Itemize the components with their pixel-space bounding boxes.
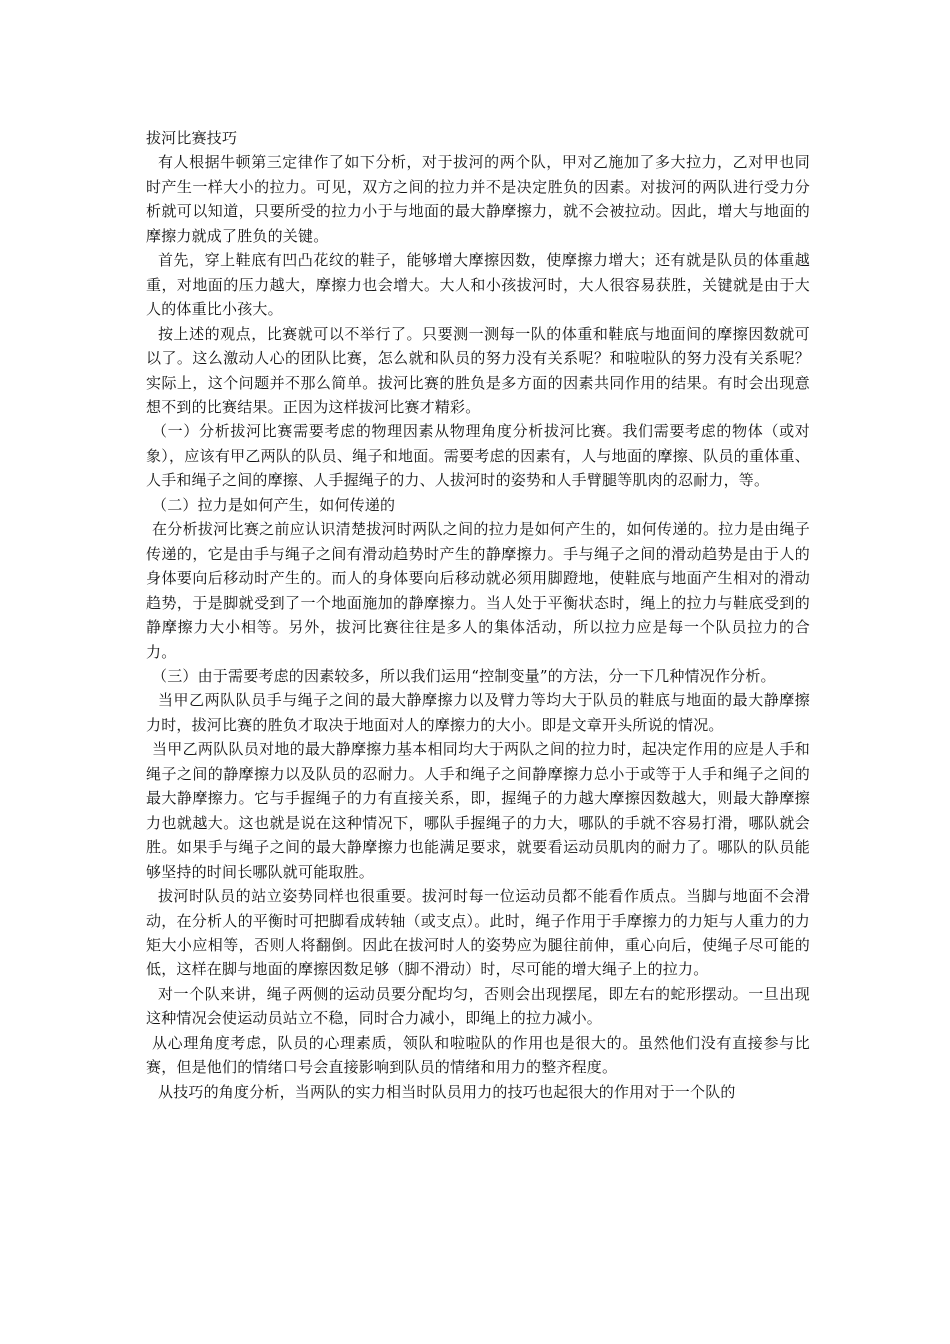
paragraph-not-so-simple: 按上述的观点，比赛就可以不举行了。只要测一测每一队的体重和鞋底与地面间的摩擦因数就可以了。这么激动人心的团队比赛，怎么就和队员的努力没有关系呢？和啦啦队的努力没有关系呢？实际上，这个问题并不那么简单。拔河比赛的胜负是多方面的因素共同作用的结果。有时会出现意想不到的比赛结果。正因为这样拔河比赛才精彩。 <box>146 324 810 416</box>
paragraph-team-balance: 对一个队来讲，绳子两侧的运动员要分配均匀，否则会出现摆尾，即左右的蛇形摆动。一旦出现这种情况会使运动员站立不稳，同时合力减小，即绳上的拉力减小。 <box>146 984 810 1028</box>
paragraph-newton-analysis: 有人根据牛顿第三定律作了如下分析，对于拔河的两个队，甲对乙施加了多大拉力，乙对甲也同时产生一样大小的拉力。可见，双方之间的拉力并不是决定胜负的因素。对拔河的两队进行受力分析就可以知道，只要所受的拉力小于与地面的最大静摩擦力，就不会被拉动。因此，增大与地面的摩擦力就成了胜负的关键。 <box>146 153 810 245</box>
paragraph-tension-transmission: 在分析拔河比赛之前应认识清楚拔河时两队之间的拉力是如何产生的，如何传递的。拉力是由绳子传递的，它是由手与绳子之间有滑动趋势时产生的静摩擦力。手与绳子之间的滑动趋势是由于人的身体要向后移动时产生的。而人的身体要向后移动就必须用脚蹬地，使鞋底与地面产生相对的滑动趋势，于是脚就受到了一个地面施加的静摩擦力。当人处于平衡状态时，绳上的拉力与鞋底受到的静摩擦力大小相等。另外，拔河比赛往往是多人的集体活动，所以拉力应是每一个队员拉力的合力。 <box>146 520 810 661</box>
document-title: 拔河比赛技巧 <box>146 129 238 147</box>
document-body <box>146 126 810 1104</box>
paragraph-posture: 拔河时队员的站立姿势同样也很重要。拔河时每一位运动员都不能看作质点。当脚与地面不会滑动，在分析人的平衡时可把脚看成转轴（或支点）。此时，绳子作用于手摩擦力的力矩与人重力的力矩大小应相等，否则人将翻倒。因此在拔河时人的姿势应为腿往前伸，重心向后，使绳子尽可能的低，这样在脚与地面的摩擦因数足够（脚不滑动）时，尽可能的增大绳子上的拉力。 <box>146 887 810 979</box>
paragraph-psychology: 从心理角度考虑，队员的心理素质，领队和啦啦队的作用也是很大的。虽然他们没有直接参与比赛，但是他们的情绪口号会直接影响到队员的情绪和用力的整齐程度。 <box>146 1033 810 1077</box>
paragraph-section-two-heading: （二）拉力是如何产生，如何传递的 <box>152 495 396 514</box>
paragraph-case-ground-friction: 当甲乙两队队员手与绳子之间的最大静摩擦力以及臂力等均大于队员的鞋底与地面的最大静摩擦力时，拔河比赛的胜负才取决于地面对人的摩擦力的大小。即是文章开头所说的情况。 <box>146 691 810 734</box>
paragraph-section-one: （一）分析拔河比赛需要考虑的物理因素从物理角度分析拔河比赛。我们需要考虑的物体（或对象），应该有甲乙两队的队员、绳子和地面。需要考虑的因素有，人与地面的摩擦、队员的重体重、人手和绳子之间的摩擦、人手握绳子的力、人拔河时的姿势和人手臂腿等肌肉的忍耐力，等。 <box>146 422 810 490</box>
paragraph-section-three: （三）由于需要考虑的因素较多，所以我们运用“控制变量”的方法，分一下几种情况作分析。 <box>152 666 776 685</box>
paragraph-case-hand-friction: 当甲乙两队队员对地的最大静摩擦力基本相同均大于两队之间的拉力时，起决定作用的应是人手和绳子之间的静摩擦力以及队员的忍耐力。人手和绳子之间静摩擦力总小于或等于人手和绳子之间的最大静摩擦力。它与手握绳子的力有直接关系，即，握绳子的力越大摩擦因数越大，则最大静摩擦力也就越大。这也就是说在这种情况下，哪队手握绳子的力大，哪队的手就不容易打滑，哪队就会胜。如果手与绳子之间的最大静摩擦力也能满足要求，就要看运动员肌肉的耐力了。哪队的队员能够坚持的时间长哪队就可能取胜。 <box>146 740 810 881</box>
paragraph-technique: 从技巧的角度分析，当两队的实力相当时队员用力的技巧也起很大的作用对于一个队的 <box>158 1082 736 1101</box>
paragraph-shoes-and-weight: 首先，穿上鞋底有凹凸花纹的鞋子，能够增大摩擦因数，使摩擦力增大；还有就是队员的体重越重，对地面的压力越大，摩擦力也会增大。大人和小孩拔河时，大人很容易获胜，关键就是由于大人的体重比小孩大。 <box>146 251 810 319</box>
